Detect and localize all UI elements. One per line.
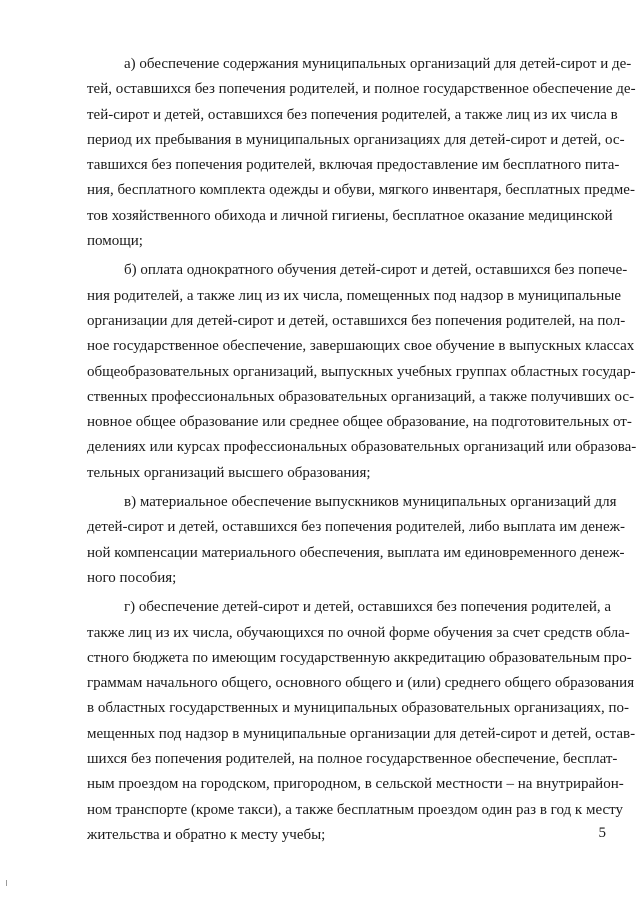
paragraph-line: шихся без попечения родителей, на полное государственное обеспечение, бесплат- — [87, 751, 618, 768]
paragraph-line: новное общее образование или среднее общее образование, на подготовительных от- — [87, 414, 632, 431]
paragraph-line: стного бюджета по имеющим государственную аккредитацию образовательным про- — [87, 649, 632, 666]
paragraph-line: б) оплата однократного обучения детей-сирот и детей, оставшихся без попече- — [124, 262, 628, 279]
scan-artifact — [6, 880, 7, 886]
page-number: 5 — [598, 825, 606, 841]
paragraph-line: детей-сирот и детей, оставшихся без попечения родителей, либо выплата им денеж- — [87, 519, 625, 536]
paragraph-line: помощи; — [87, 233, 143, 250]
paragraph-line: тельных организаций высшего образования; — [87, 464, 371, 481]
paragraph-line: жительства и обратно к месту учебы; — [87, 826, 326, 843]
paragraph-line: мещенных под надзор в муниципальные организации для детей-сирот и детей, остав- — [87, 725, 636, 742]
paragraph-line: организации для детей-сирот и детей, оставшихся без попечения родителей, на пол- — [87, 312, 626, 329]
paragraph-line: ном транспорте (кроме такси), а также бесплатным проездом один раз в год к месту — [87, 801, 623, 818]
paragraph — [87, 52, 636, 254]
paragraph — [87, 490, 625, 591]
paragraph-line: тов хозяйственного обихода и личной гигиены, бесплатное оказание медицинской — [87, 207, 613, 224]
paragraph-line: а) обеспечение содержания муниципальных организаций для детей-сирот и де- — [124, 56, 632, 72]
paragraph-line: г) обеспечение детей-сирот и детей, оставшихся без попечения родителей, а — [124, 599, 612, 616]
paragraph-line: в) материальное обеспечение выпускников муниципальных организаций для — [124, 494, 617, 511]
paragraph — [87, 595, 636, 848]
paragraph-line: ственных профессиональных образовательных организаций, а также получивших ос- — [87, 388, 635, 405]
document-body — [87, 52, 637, 852]
paragraph-line: тей-сирот и детей, оставшихся без попечения родителей, а также лиц из их числа в — [87, 106, 618, 123]
paragraph-line: тавшихся без попечения родителей, включая предоставление им бесплатного пита- — [87, 157, 620, 174]
paragraph-line: ного пособия; — [87, 569, 177, 586]
paragraph-line: также лиц из их числа, обучающихся по очной форме обучения за счет средств обла- — [87, 624, 630, 641]
paragraph-line: тей, оставшихся без попечения родителей, и полное государственное обеспечение де- — [87, 81, 636, 98]
paragraph-line: общеобразовательных организаций, выпускных учебных группах областных государ- — [87, 363, 636, 380]
paragraph-line: ния, бесплатного комплекта одежды и обуви, мягкого инвентаря, бесплатных предме- — [87, 182, 635, 199]
paragraph-line: ное государственное обеспечение, завершающих свое обучение в выпускных классах — [87, 338, 635, 355]
paragraph-line: делениях или курсах профессиональных образовательных организаций или образова- — [87, 439, 637, 456]
paragraph-line: в областных государственных и муниципальных образовательных организациях, по- — [87, 700, 629, 717]
paragraph-line: ной компенсации материального обеспечения, выплата им единовременного денеж- — [87, 544, 625, 561]
paragraph-line: ным проездом на городском, пригородном, в сельской местности – на внутрирайон- — [87, 776, 624, 793]
paragraph-line: период их пребывания в муниципальных организациях для детей-сирот и детей, ос- — [87, 131, 625, 148]
paragraph-line: ния родителей, а также лиц из их числа, помещенных под надзор в муниципальные — [87, 287, 622, 304]
paragraph-line: граммам начального общего, основного общего и (или) среднего общего образования — [87, 675, 635, 692]
paragraph — [87, 258, 637, 486]
